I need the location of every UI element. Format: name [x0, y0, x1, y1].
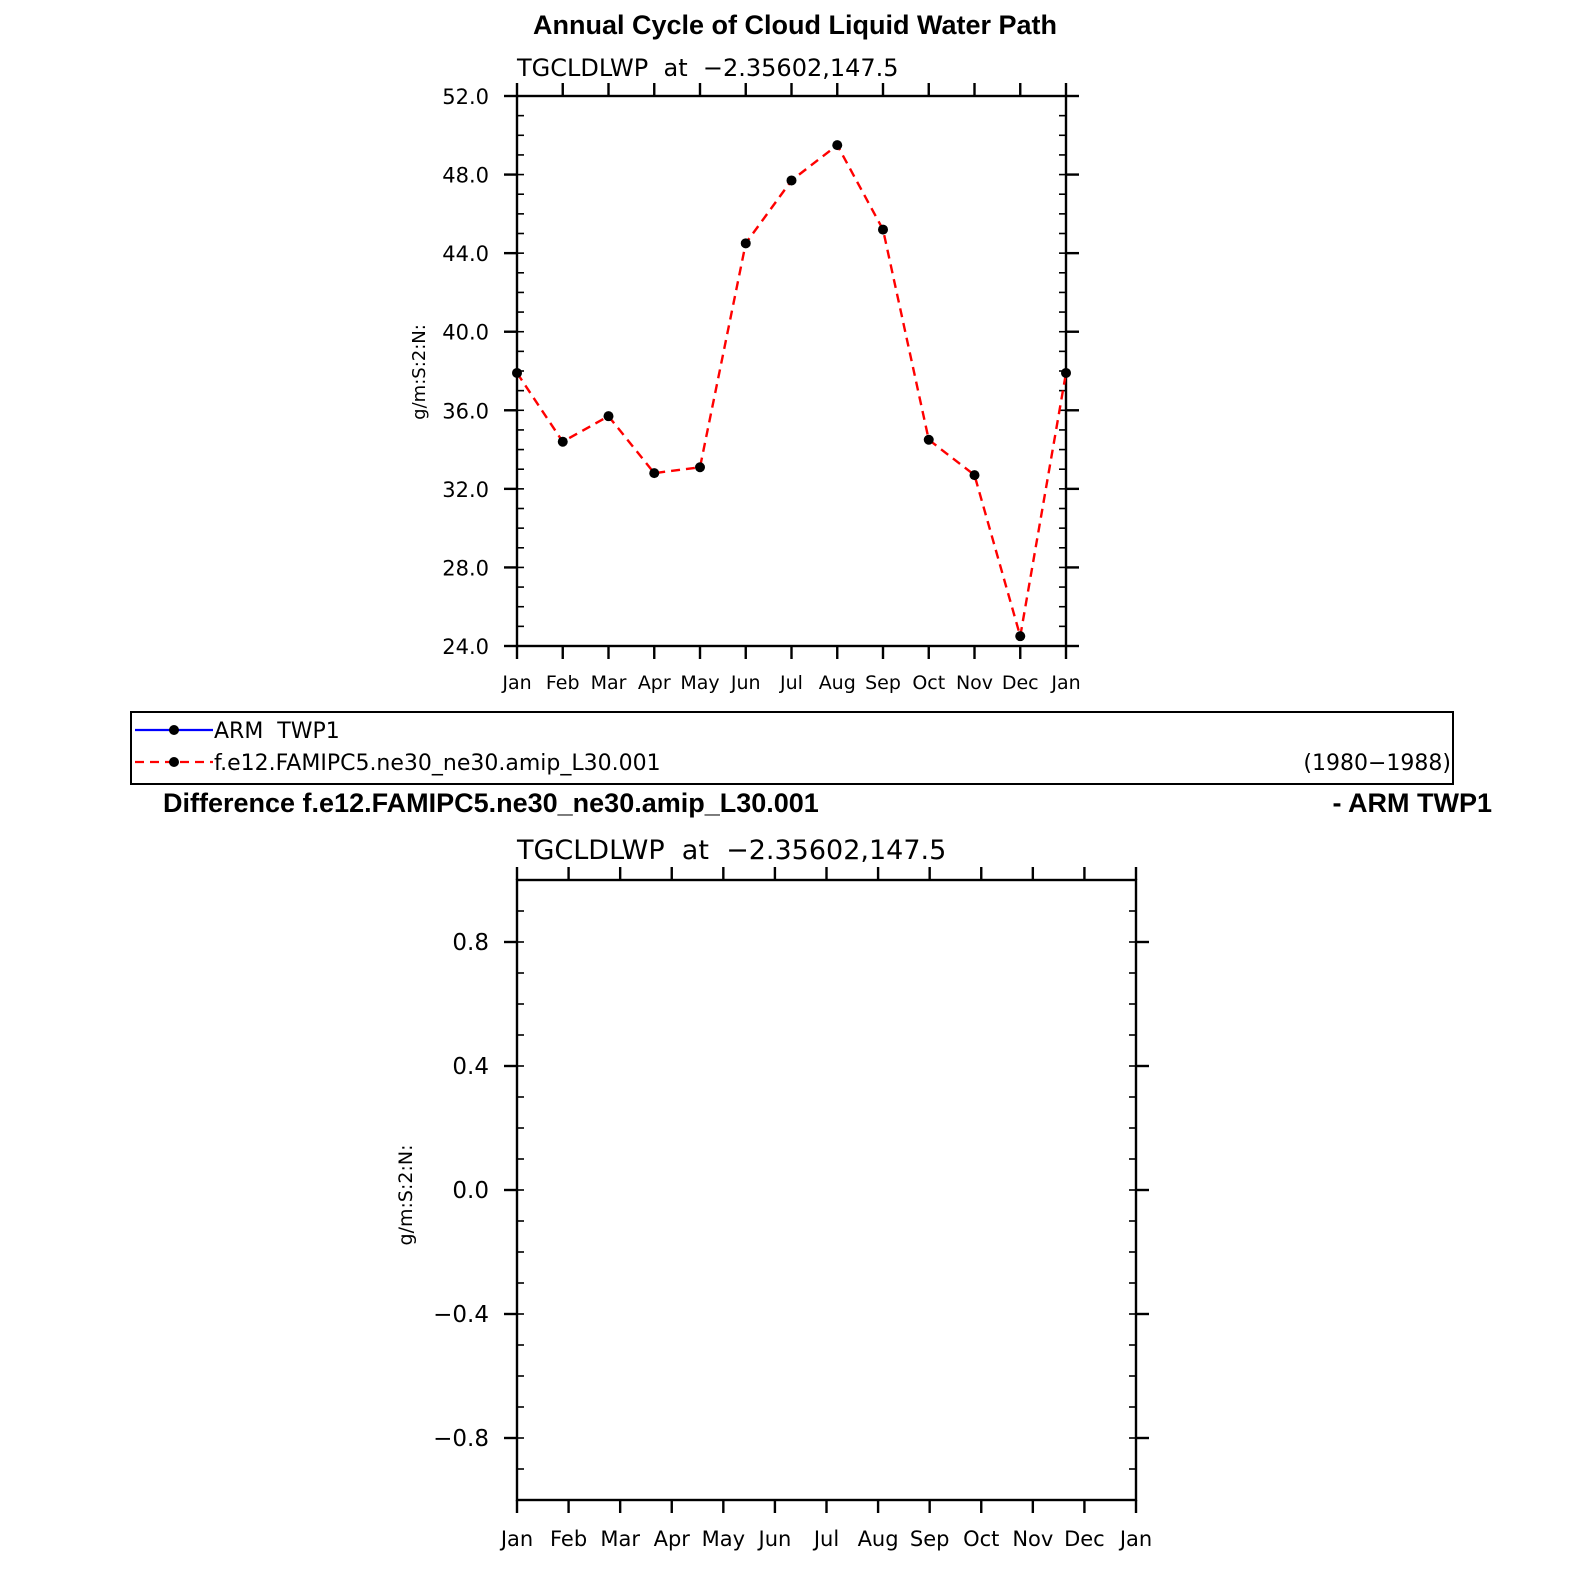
bottom-frame	[517, 880, 1136, 1500]
top-data-point	[604, 411, 614, 421]
top-data-point	[558, 437, 568, 447]
top-data-point	[878, 225, 888, 235]
bottom-x-tick-label: Oct	[963, 1527, 1000, 1551]
bottom-y-axis-label: g/m:S:2:N:	[395, 1144, 417, 1246]
top-x-tick-label: Sep	[865, 672, 901, 694]
legend	[131, 712, 1453, 784]
top-y-tick-label: 48.0	[442, 163, 489, 188]
bottom-x-tick-label: Aug	[857, 1527, 899, 1551]
top-series-line	[517, 145, 1066, 636]
bottom-x-tick-label: May	[701, 1527, 746, 1551]
top-x-tick-label: Jan	[502, 672, 532, 694]
top-data-point	[695, 462, 705, 472]
bottom-y-tick-label: −0.4	[433, 1302, 489, 1328]
top-data-point	[1015, 631, 1025, 641]
top-x-tick-label: Dec	[1001, 672, 1039, 694]
top-plot-area	[442, 83, 1080, 694]
top-x-tick-label: Aug	[818, 672, 856, 694]
legend-marker-model	[169, 757, 179, 767]
top-x-tick-label: Apr	[637, 672, 671, 694]
top-x-tick-label: Jan	[1051, 672, 1081, 694]
top-y-tick-label: 36.0	[442, 399, 489, 424]
top-data-point	[787, 175, 797, 185]
top-y-tick-label: 44.0	[442, 242, 489, 267]
bottom-x-tick-label: Sep	[909, 1527, 950, 1551]
top-data-point	[970, 470, 980, 480]
bottom-x-tick-label: Apr	[653, 1527, 690, 1551]
top-data-point	[741, 238, 751, 248]
top-x-tick-label: Mar	[590, 672, 627, 694]
bottom-y-tick-label: −0.8	[433, 1426, 489, 1452]
bottom-chart-subtitle: TGCLDLWP at −2.35602,147.5	[517, 835, 947, 866]
top-y-tick-label: 24.0	[442, 635, 489, 659]
top-y-axis-label: g/m:S:2:N:	[409, 324, 430, 420]
legend-label-model: f.e12.FAMIPC5.ne30_ne30.amip_L30.001	[214, 751, 661, 776]
bottom-x-tick-label: Dec	[1064, 1527, 1105, 1551]
top-x-tick-label: Feb	[545, 672, 580, 694]
top-chart-title: Annual Cycle of Cloud Liquid Water Path	[532, 10, 1058, 40]
bottom-chart-title-right: - ARM TWP1	[1332, 788, 1492, 818]
top-chart-subtitle: TGCLDLWP at −2.35602,147.5	[517, 54, 899, 82]
top-y-tick-label: 40.0	[442, 320, 489, 345]
bottom-x-tick-label: Jun	[758, 1527, 792, 1551]
top-x-tick-label: Nov	[955, 672, 994, 694]
bottom-chart-title: Difference f.e12.FAMIPC5.ne30_ne30.amip_L30.001	[163, 788, 819, 818]
top-x-tick-label: Jun	[730, 672, 761, 694]
top-x-tick-label: Oct	[912, 672, 946, 694]
top-data-point	[1061, 368, 1071, 378]
top-y-tick-label: 28.0	[442, 556, 489, 581]
bottom-plot-area	[433, 867, 1152, 1551]
bottom-x-tick-label: Feb	[549, 1527, 588, 1551]
top-data-point	[924, 435, 934, 445]
bottom-y-tick-label: 0.8	[452, 930, 489, 956]
bottom-x-tick-label: Nov	[1012, 1527, 1054, 1551]
bottom-y-tick-label: 0.0	[452, 1178, 489, 1204]
top-data-point	[832, 140, 842, 150]
bottom-x-tick-label: Jan	[500, 1527, 534, 1551]
top-y-tick-label: 52.0	[442, 85, 489, 109]
bottom-y-tick-label: 0.4	[452, 1054, 489, 1080]
legend-years: (1980−1988)	[1303, 751, 1451, 776]
legend-marker-arm	[169, 725, 179, 735]
top-x-tick-label: Jul	[780, 672, 803, 694]
bottom-x-tick-label: Jan	[1119, 1527, 1153, 1551]
bottom-x-tick-label: Mar	[600, 1527, 640, 1551]
top-data-point	[649, 468, 659, 478]
top-y-tick-label: 32.0	[442, 477, 489, 502]
legend-label-arm: ARM TWP1	[214, 719, 340, 744]
top-data-point	[512, 368, 522, 378]
bottom-x-tick-label: Jul	[813, 1527, 840, 1551]
top-x-tick-label: May	[680, 672, 720, 694]
